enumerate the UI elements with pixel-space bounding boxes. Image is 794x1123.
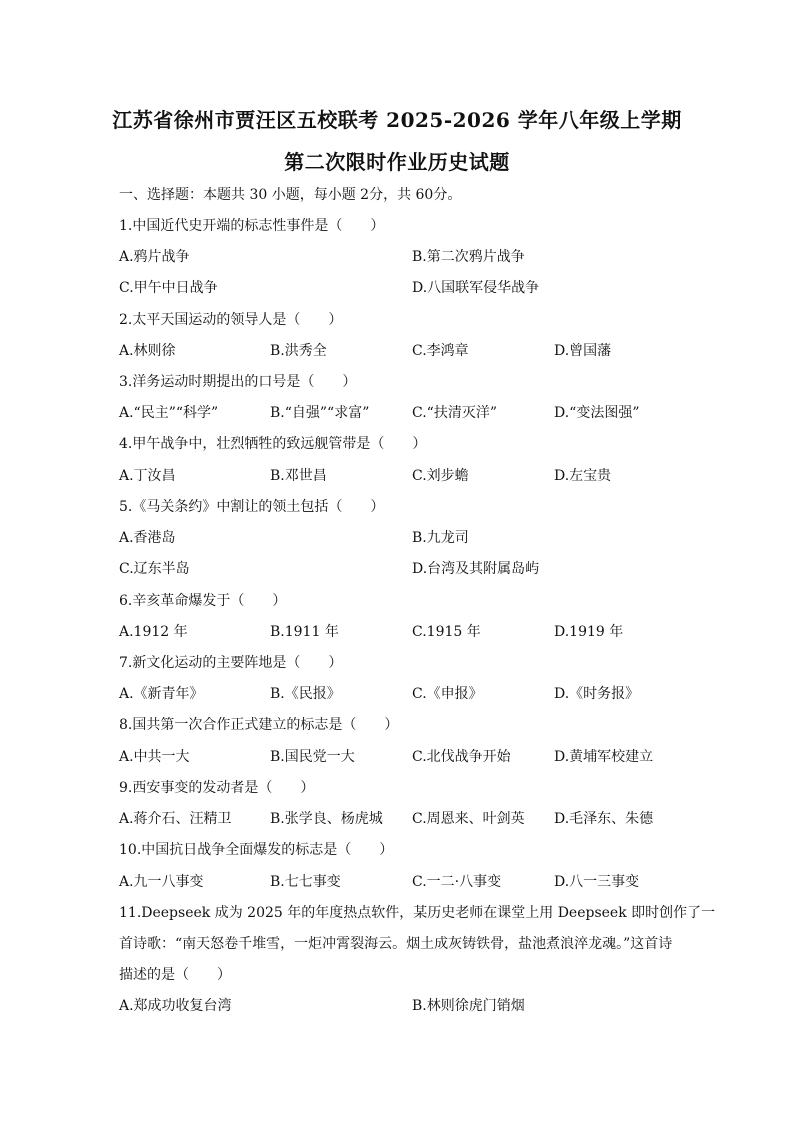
option-c: C.刘步蟾 [412,468,469,484]
option-b: B.“自强”“求富” [270,405,370,421]
question-stem: 6.辛亥革命爆发于（ ） [119,593,287,609]
option-a: A.林则徐 [119,343,176,359]
option-c: C.“扶清灭洋” [412,405,497,421]
option-b: B.国民党一大 [270,749,355,765]
option-b: B.洪秀全 [270,343,327,359]
option-a: A.郑成功收复台湾 [119,998,232,1014]
option-a: A.九一八事变 [119,874,204,890]
question-stem: 5.《马关条约》中割让的领土包括（ ） [119,499,385,515]
exam-title-line1: 江苏省徐州市贾汪区五校联考 2025-2026 学年八年级上学期 [112,108,682,132]
option-a: A.鸦片战争 [119,249,190,265]
option-a: A.《新青年》 [119,686,204,702]
option-c: C.《申报》 [412,686,483,702]
question-stem: 4.甲午战争中，壮烈牺牲的致远舰管带是（ ） [119,436,427,452]
option-a: A.“民主”“科学” [119,405,219,421]
option-a: A.中共一大 [119,749,190,765]
option-b: B.1911 年 [270,624,339,640]
option-c: C.周恩来、叶剑英 [412,811,525,827]
option-b: B.《民报》 [270,686,341,702]
option-d: D.八一三事变 [554,874,640,890]
option-c: C.李鸿章 [412,343,469,359]
option-d: D.曾国藩 [554,343,612,359]
question-stem: 7.新文化运动的主要阵地是（ ） [119,655,343,671]
question-stem: 3.洋务运动时期提出的口号是（ ） [119,374,357,390]
question-stem-line: 描述的是（ ） [119,967,231,983]
option-d: D.八国联军侵华战争 [412,280,540,296]
option-b: B.九龙司 [412,530,469,546]
question-stem: 10.中国抗日战争全面爆发的标志是（ ） [119,842,394,858]
option-c: C.甲午中日战争 [119,280,218,296]
option-d: D.“变法图强” [554,405,640,421]
exam-title-line2: 第二次限时作业历史试题 [284,150,510,174]
option-c: C.一二·八事变 [412,874,502,890]
option-c: C.1915 年 [412,624,481,640]
option-c: C.辽东半岛 [119,561,190,577]
question-stem: 8.国共第一次合作正式建立的标志是（ ） [119,717,399,733]
question-stem: 1.中国近代史开端的标志性事件是（ ） [119,218,385,234]
option-b: B.张学良、杨虎城 [270,811,383,827]
question-stem-line: 11.Deepseek 成为 2025 年的年度热点软件，某历史老师在课堂上用 Deepseek 即时创作了一 [119,905,716,921]
option-d: D.黄埔军校建立 [554,749,654,765]
option-b: B.第二次鸦片战争 [412,249,525,265]
option-d: D.左宝贵 [554,468,612,484]
option-c: C.北伐战争开始 [412,749,511,765]
question-stem: 2.太平天国运动的领导人是（ ） [119,312,343,328]
option-b: B.林则徐虎门销烟 [412,998,525,1014]
question-stem-line: 首诗歌：“南天怒卷千堆雪，一炬冲霄裂海云。烟土成灰铸铁骨，盐池煮浪淬龙魂。”这首诗 [119,936,673,952]
option-a: A.1912 年 [119,624,188,640]
question-stem: 9.西安事变的发动者是（ ） [119,780,315,796]
option-d: D.毛泽东、朱德 [554,811,654,827]
option-b: B.邓世昌 [270,468,327,484]
option-d: D.1919 年 [554,624,624,640]
option-d: D.台湾及其附属岛屿 [412,561,540,577]
option-b: B.七七事变 [270,874,341,890]
option-a: A.蒋介石、汪精卫 [119,811,232,827]
option-d: D.《时务报》 [554,686,640,702]
option-a: A.丁汝昌 [119,468,176,484]
option-a: A.香港岛 [119,530,176,546]
section-heading: 一、选择题：本题共 30 小题，每小题 2分，共 60分。 [119,187,462,203]
